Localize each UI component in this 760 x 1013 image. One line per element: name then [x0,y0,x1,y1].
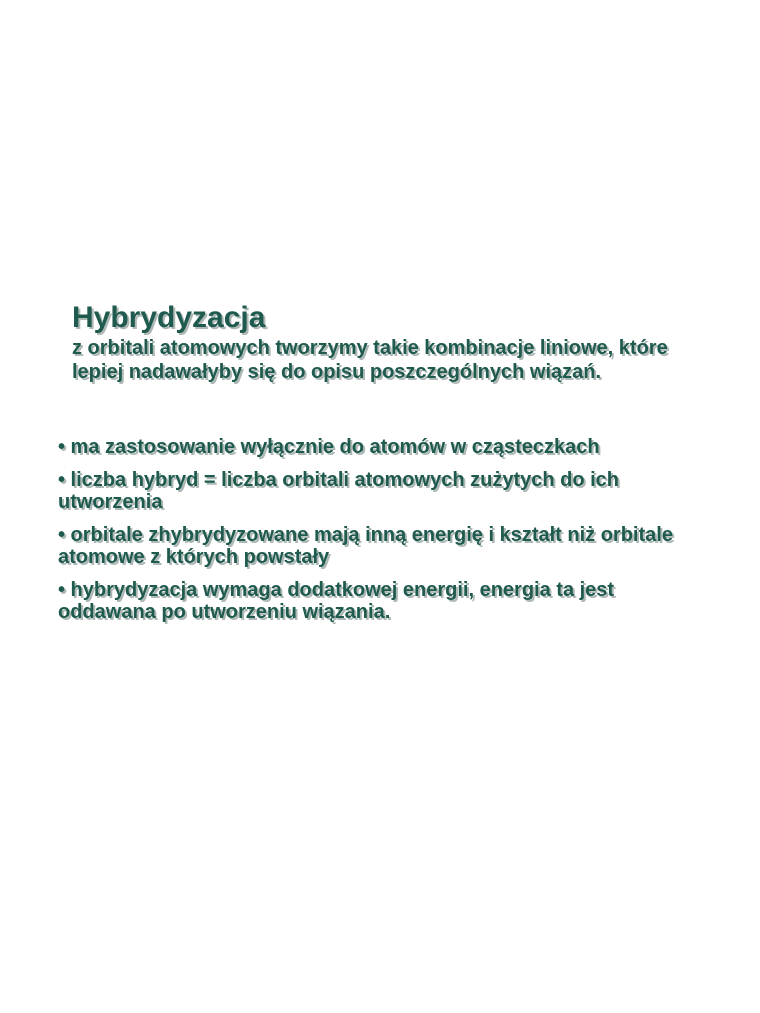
heading-block [72,300,692,384]
slide-title: Hybrydyzacja [72,301,266,334]
bullet-item: • orbitale zhybrydyzowane mają inną energię i kształt niż orbitale atomowe z których powstały [58,524,673,568]
bullet-list [58,436,708,634]
bullet-item: • hybrydyzacja wymaga dodatkowej energii, energia ta jest oddawana po utworzeniu wiązania. [58,579,615,623]
slide-subtitle: z orbitali atomowych tworzymy takie kombinacje liniowe, które lepiej nadawałyby się do opisu poszczególnych wiązań. [72,337,668,383]
bullet-item: • ma zastosowanie wyłącznie do atomów w cząsteczkach [58,436,600,458]
bullet-item: • liczba hybryd = liczba orbitali atomowych zużytych do ich utworzenia [58,469,620,513]
